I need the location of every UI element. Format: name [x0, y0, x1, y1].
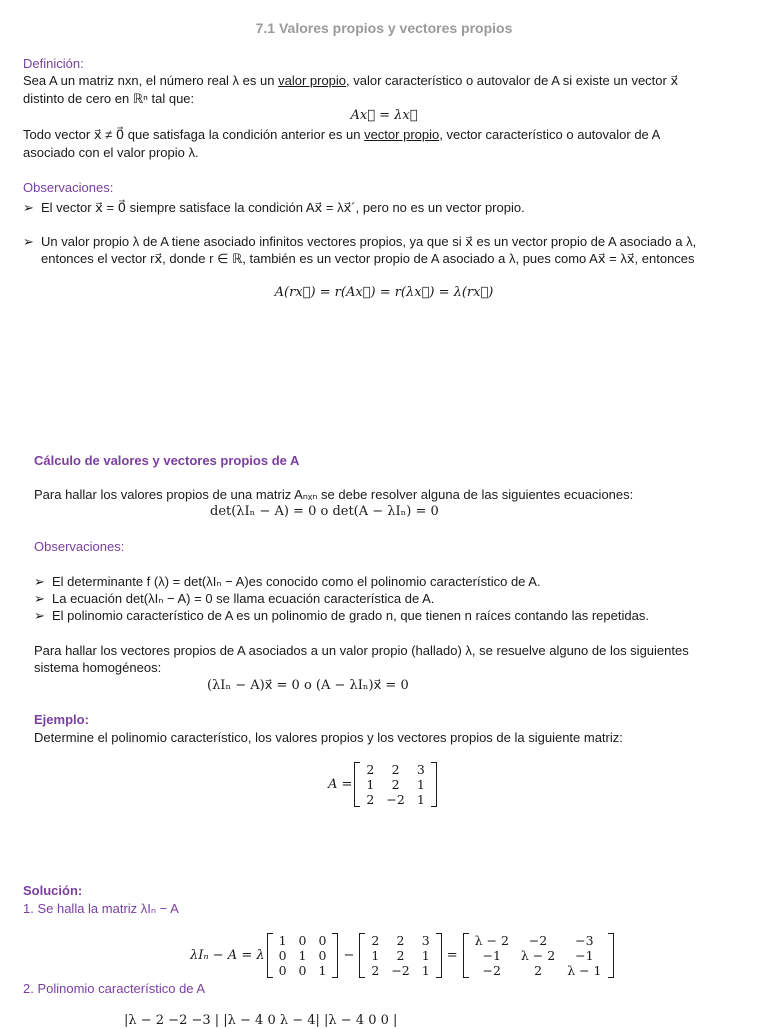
matrix-cell: λ − 1 [567, 963, 602, 978]
solution-eq-lhs: λIₙ − A = λ [190, 948, 265, 963]
matrix-cell: 0 [318, 948, 327, 963]
definition-line-1-a: Sea A un matriz nxn, el número real λ es un [23, 73, 279, 88]
observation-1-bullet-2 [23, 234, 696, 250]
matrix-cell: 0 [318, 933, 327, 948]
solution-step-1: 1. Se halla la matriz λIₙ − A [23, 901, 179, 916]
observation-2-bullet-3 [34, 608, 649, 624]
definition-line-1 [23, 73, 678, 89]
observations-2-heading: Observaciones: [34, 539, 125, 554]
definition-equation: Ax⃗ = λx⃗ [350, 108, 418, 123]
calc-heading: Cálculo de valores y vectores propios de A [34, 453, 300, 468]
matrix-cell: 2 [391, 777, 400, 792]
identity-matrix [267, 933, 339, 978]
matrix-cell: 2 [371, 963, 380, 978]
definition-line-1-b: , valor característico o autovalor de A si existe un vector x⃗ [346, 73, 679, 88]
matrix-cell: −2 [482, 963, 501, 978]
matrix-cell: 3 [416, 762, 425, 777]
result-matrix [463, 933, 614, 978]
matrix-cell: 0 [298, 933, 307, 948]
matrix-cell: 0 [298, 963, 307, 978]
solution-heading: Solución: [23, 883, 83, 898]
minus-sign: − [343, 948, 355, 963]
matrix-cell: 1 [371, 948, 380, 963]
matrix-cell: 1 [416, 777, 425, 792]
matrix-cell: 0 [278, 963, 287, 978]
calc-equation: det(λIₙ − A) = 0 o det(A − λIₙ) = 0 [210, 504, 439, 519]
solution-partial-line: |λ − 2 −2 −3 | |λ − 4 0 λ − 4| |λ − 4 0 0 | [124, 1013, 398, 1028]
valor-propio-term: valor propio [278, 73, 347, 88]
vector-propio-term: vector propio [364, 127, 440, 142]
definition-line-2: distinto de cero en ℝⁿ tal que: [23, 91, 195, 106]
matrix-cell: 2 [534, 963, 543, 978]
observation-1-bullet-1-text: El vector x⃗ = 0⃗ siempre satisface la condición Ax⃗ = λx⃗´, pero no es un vector propio. [41, 200, 525, 215]
example-heading: Ejemplo: [34, 712, 89, 727]
arrow-bullet-icon: ➢ [23, 234, 34, 249]
matrix-cell: −2 [386, 792, 405, 807]
arrow-bullet-icon: ➢ [34, 574, 45, 589]
matrix-cell: 2 [366, 792, 375, 807]
matrix-cell: 1 [278, 933, 287, 948]
observation-2-bullet-1 [34, 574, 541, 590]
example-line-1: Determine el polinomio característico, los valores propios y los vectores propios de la siguiente matriz: [34, 730, 623, 745]
matrix-cell: −2 [391, 963, 410, 978]
observation-1-bullet-1 [23, 200, 525, 216]
solution-step-2: 2. Polinomio característico de A [23, 981, 206, 996]
matrix-cell: −3 [575, 933, 594, 948]
matrix-cell: 1 [416, 792, 425, 807]
matrix-cell: 1 [421, 948, 430, 963]
matrix-cell: 2 [396, 948, 405, 963]
matrix-cell: 1 [298, 948, 307, 963]
matrix-cell: 2 [371, 933, 380, 948]
definition-heading: Definición: [23, 56, 84, 71]
observation-2-para-line-1: Para hallar los vectores propios de A asociados a un valor propio (hallado) λ, se resuelve alguno de los siguientes [34, 643, 689, 658]
observation-2-equation: (λIₙ − A)x⃗ = 0 o (A − λIₙ)x⃗ = 0 [207, 678, 409, 693]
definition-line-3 [23, 127, 660, 143]
matrix-a [359, 933, 441, 978]
example-matrix-equation [328, 762, 439, 807]
example-lhs: A = [328, 777, 353, 792]
solution-matrix-equation [190, 933, 616, 978]
calc-line-1: Para hallar los valores propios de una matriz Aₙₓₙ se debe resolver alguna de las siguientes ecuaciones: [34, 487, 634, 502]
example-matrix [354, 762, 436, 807]
matrix-cell: 2 [366, 762, 375, 777]
definition-line-4: asociado con el valor propio λ. [23, 145, 199, 160]
matrix-cell: 2 [396, 933, 405, 948]
page-title: 7.1 Valores propios y vectores propios [255, 20, 513, 36]
definition-line-3-b: , vector característico o autovalor de A [439, 127, 661, 142]
matrix-cell: λ − 2 [520, 948, 556, 963]
arrow-bullet-icon: ➢ [34, 608, 45, 623]
definition-line-3-a: Todo vector x⃗ ≠ 0⃗ que satisfaga la condición anterior es un [23, 127, 365, 142]
matrix-cell: 2 [391, 762, 400, 777]
arrow-bullet-icon: ➢ [23, 200, 34, 215]
equals-sign: = [446, 948, 458, 963]
observation-2-bullet-2-text: La ecuación det(λIₙ − A) = 0 se llama ecuación característica de A. [52, 591, 435, 606]
matrix-cell: λ − 2 [474, 933, 509, 948]
observation-1-bullet-2-line-1: Un valor propio λ de A tiene asociado infinitos vectores propios, ya que si x⃗ es un vector propio de A asociado a λ, [41, 234, 697, 249]
observation-2-bullet-2 [34, 591, 434, 607]
matrix-cell: 0 [278, 948, 287, 963]
observation-1-equation: A(rx⃗) = r(Ax⃗) = r(λx⃗) = λ(rx⃗) [274, 285, 494, 300]
matrix-cell: 1 [318, 963, 327, 978]
matrix-cell: −1 [575, 948, 594, 963]
matrix-cell: 1 [421, 963, 430, 978]
matrix-cell: 1 [366, 777, 375, 792]
observations-1-heading: Observaciones: [23, 180, 114, 195]
matrix-cell: −1 [482, 948, 501, 963]
matrix-cell: −2 [528, 933, 548, 948]
matrix-cell: 3 [421, 933, 430, 948]
observation-2-bullet-1-text: El determinante f (λ) = det(λIₙ − A)es conocido como el polinomio característico de A. [52, 574, 541, 589]
observation-2-para-line-2: sistema homogéneos: [34, 660, 162, 675]
observation-2-bullet-3-text: El polinomio característico de A es un polinomio de grado n, que tienen n raíces contando las repetidas. [52, 608, 649, 623]
arrow-bullet-icon: ➢ [34, 591, 45, 606]
observation-1-bullet-2-line-2: entonces el vector rx⃗, donde r ∈ ℝ, también es un vector propio de A asociado a λ, pues como Ax⃗ = λx⃗, entonces [41, 251, 695, 266]
